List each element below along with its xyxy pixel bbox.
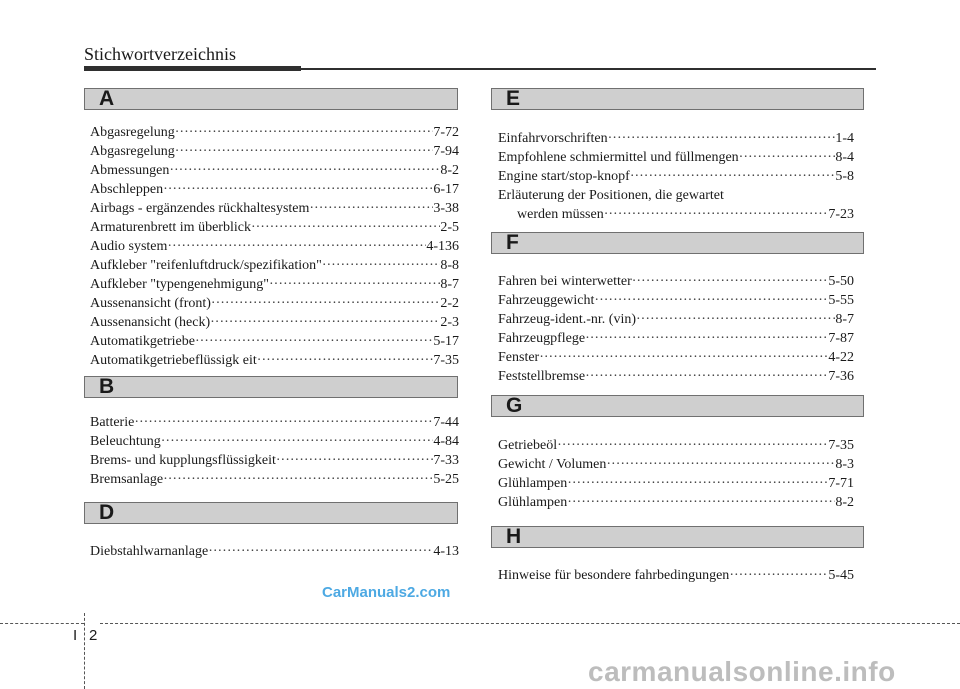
entry-label: Empfohlene schmiermittel und füllmengen bbox=[498, 150, 739, 165]
entry-page: 7-44 bbox=[433, 415, 459, 430]
leader-dots bbox=[594, 291, 828, 310]
leader-dots bbox=[606, 455, 835, 474]
entry-label: Fenster bbox=[498, 350, 540, 365]
entry-page: 7-71 bbox=[828, 476, 854, 491]
entry-page: 7-72 bbox=[433, 125, 459, 140]
entry-label: Aufkleber "typengenehmigung" bbox=[90, 277, 269, 292]
section-letter: A bbox=[99, 87, 115, 110]
entry-list-h bbox=[498, 566, 854, 585]
section-letter: G bbox=[506, 394, 523, 417]
leader-dots bbox=[309, 199, 433, 218]
entry-label: Gewicht / Volumen bbox=[498, 457, 607, 472]
index-entry bbox=[90, 294, 459, 313]
entry-label: Diebstahlwarnanlage bbox=[90, 544, 209, 559]
entry-list-a bbox=[90, 123, 459, 370]
section-header-e bbox=[491, 88, 864, 110]
entry-label: Fahrzeugpflege bbox=[498, 331, 586, 346]
leader-dots bbox=[269, 275, 440, 294]
entry-label: Automatikgetriebeflüssigk eit bbox=[90, 353, 257, 368]
entry-label: Airbags - ergänzendes rückhaltesystem bbox=[90, 201, 310, 216]
index-entry bbox=[498, 329, 854, 348]
entry-page: 2-2 bbox=[440, 296, 459, 311]
entry-label-continued: werden müssen bbox=[517, 207, 604, 222]
index-entry bbox=[90, 413, 459, 432]
leader-dots bbox=[208, 542, 433, 561]
index-entry bbox=[90, 180, 459, 199]
entry-label: Aussenansicht (heck) bbox=[90, 315, 211, 330]
title-rule-thin bbox=[301, 68, 876, 70]
index-entry bbox=[498, 436, 854, 455]
section-letter: F bbox=[506, 231, 519, 254]
watermark-online: carmanualsonline.info bbox=[588, 656, 896, 687]
index-entry bbox=[90, 451, 459, 470]
footer-section-marker: I bbox=[73, 627, 78, 644]
entry-label: Engine start/stop-knopf bbox=[498, 169, 630, 184]
entry-page: 8-4 bbox=[835, 150, 854, 165]
entry-list-d bbox=[90, 542, 459, 561]
entry-page: 2-5 bbox=[440, 220, 459, 235]
entry-label: Fahren bei winterwetter bbox=[498, 274, 632, 289]
entry-page: 8-8 bbox=[440, 258, 459, 273]
section-header-b bbox=[84, 376, 458, 398]
entry-page: 4-22 bbox=[828, 350, 854, 365]
footer-rule-left bbox=[0, 623, 84, 624]
entry-label: Abmessungen bbox=[90, 163, 170, 178]
leader-dots bbox=[175, 123, 434, 142]
section-header-g bbox=[491, 395, 864, 417]
index-entry bbox=[498, 291, 854, 310]
index-entry bbox=[498, 474, 854, 493]
leader-dots bbox=[322, 256, 440, 275]
leader-dots bbox=[630, 167, 836, 186]
leader-dots bbox=[539, 348, 828, 367]
entry-page: 4-84 bbox=[433, 434, 459, 449]
index-entry bbox=[90, 542, 459, 561]
leader-dots bbox=[169, 161, 440, 180]
index-entry bbox=[90, 351, 459, 370]
index-entry bbox=[498, 272, 854, 291]
entry-label: Audio system bbox=[90, 239, 168, 254]
section-letter: D bbox=[99, 501, 115, 524]
index-entry bbox=[90, 275, 459, 294]
leader-dots bbox=[211, 294, 440, 313]
entry-page: 5-8 bbox=[835, 169, 854, 184]
leader-dots bbox=[557, 436, 828, 455]
entry-page: 7-94 bbox=[433, 144, 459, 159]
leader-dots bbox=[567, 474, 828, 493]
title-rule bbox=[84, 66, 301, 71]
index-entry bbox=[90, 142, 459, 161]
watermark-carmanuals: CarManuals2.com bbox=[322, 584, 451, 601]
leader-dots bbox=[729, 566, 828, 585]
index-entry bbox=[498, 310, 854, 329]
index-entry bbox=[498, 367, 854, 386]
index-entry bbox=[90, 313, 459, 332]
entry-page: 5-45 bbox=[828, 568, 854, 583]
entry-page: 8-7 bbox=[835, 312, 854, 327]
leader-dots bbox=[161, 432, 434, 451]
index-entry bbox=[90, 218, 459, 237]
entry-list-b bbox=[90, 413, 459, 489]
entry-label: Bremsanlage bbox=[90, 472, 164, 487]
section-header-d bbox=[84, 502, 458, 524]
entry-label: Abschleppen bbox=[90, 182, 164, 197]
index-entry bbox=[498, 348, 854, 367]
entry-page: 7-36 bbox=[828, 369, 854, 384]
section-letter: E bbox=[506, 87, 521, 110]
leader-dots bbox=[608, 129, 836, 148]
footer-divider bbox=[84, 613, 85, 689]
leader-dots bbox=[134, 413, 433, 432]
index-entry bbox=[90, 432, 459, 451]
entry-list-f bbox=[498, 272, 854, 386]
entry-page: 5-55 bbox=[828, 293, 854, 308]
entry-page: 8-7 bbox=[440, 277, 459, 292]
section-letter: H bbox=[506, 525, 522, 548]
index-entry bbox=[498, 148, 854, 167]
entry-label: Fahrzeuggewicht bbox=[498, 293, 595, 308]
entry-page: 7-35 bbox=[828, 438, 854, 453]
entry-label: Automatikgetriebe bbox=[90, 334, 195, 349]
entry-page: 4-136 bbox=[426, 239, 459, 254]
entry-label: Hinweise für besondere fahrbedingungen bbox=[498, 568, 730, 583]
index-entry bbox=[498, 455, 854, 474]
entry-label: Erläuterung der Positionen, die gewartet bbox=[498, 188, 724, 203]
footer-rule-right bbox=[100, 623, 960, 624]
leader-dots bbox=[210, 313, 440, 332]
entry-page: 6-17 bbox=[433, 182, 459, 197]
index-entry bbox=[90, 470, 459, 489]
section-header-f bbox=[491, 232, 864, 254]
section-letter: B bbox=[99, 375, 115, 398]
leader-dots bbox=[163, 180, 433, 199]
entry-label: Glühlampen bbox=[498, 495, 568, 510]
leader-dots bbox=[257, 351, 434, 370]
leader-dots bbox=[585, 329, 828, 348]
section-header-h bbox=[491, 526, 864, 548]
leader-dots bbox=[167, 237, 426, 256]
entry-label: Beleuchtung bbox=[90, 434, 161, 449]
leader-dots bbox=[163, 470, 433, 489]
entry-page: 1-4 bbox=[835, 131, 854, 146]
entry-label: Abgasregelung bbox=[90, 125, 175, 140]
entry-label: Glühlampen bbox=[498, 476, 568, 491]
entry-page: 7-23 bbox=[828, 207, 854, 222]
entry-label: Feststellbremse bbox=[498, 369, 586, 384]
entry-page: 7-35 bbox=[433, 353, 459, 368]
entry-label: Armaturenbrett im überblick bbox=[90, 220, 251, 235]
leader-dots bbox=[276, 451, 433, 470]
entry-label: Einfahrvorschriften bbox=[498, 131, 608, 146]
page-title: Stichwortverzeichnis bbox=[84, 44, 236, 64]
entry-page: 7-87 bbox=[828, 331, 854, 346]
entry-label: Batterie bbox=[90, 415, 135, 430]
entry-label: Aufkleber "reifenluftdruck/spezifikation" bbox=[90, 258, 322, 273]
entry-continuation bbox=[498, 205, 854, 224]
footer-page-number: 2 bbox=[89, 627, 98, 644]
entry-label: Fahrzeug-ident.-nr. (vin) bbox=[498, 312, 637, 327]
index-entry bbox=[90, 332, 459, 351]
leader-dots bbox=[251, 218, 440, 237]
leader-dots bbox=[195, 332, 433, 351]
entry-label: Aussenansicht (front) bbox=[90, 296, 211, 311]
entry-page: 7-33 bbox=[433, 453, 459, 468]
entry-label: Brems- und kupplungsflüssigkeit bbox=[90, 453, 276, 468]
index-entry bbox=[90, 123, 459, 142]
entry-page: 5-25 bbox=[433, 472, 459, 487]
index-entry bbox=[498, 493, 854, 512]
leader-dots bbox=[636, 310, 835, 329]
leader-dots bbox=[175, 142, 434, 161]
leader-dots bbox=[632, 272, 829, 291]
index-entry bbox=[90, 161, 459, 180]
index-entry bbox=[90, 256, 459, 275]
entry-page: 8-3 bbox=[835, 457, 854, 472]
leader-dots bbox=[739, 148, 836, 167]
entry-page: 8-2 bbox=[440, 163, 459, 178]
index-entry bbox=[90, 199, 459, 218]
entry-page: 4-13 bbox=[433, 544, 459, 559]
index-entry bbox=[498, 566, 854, 585]
index-entry bbox=[498, 186, 854, 224]
leader-dots bbox=[604, 205, 829, 224]
entry-page: 3-38 bbox=[433, 201, 459, 216]
entry-page: 5-17 bbox=[433, 334, 459, 349]
index-entry bbox=[90, 237, 459, 256]
index-entry bbox=[498, 129, 854, 148]
entry-label: Getriebeöl bbox=[498, 438, 558, 453]
leader-dots bbox=[567, 493, 835, 512]
entry-page: 5-50 bbox=[828, 274, 854, 289]
section-header-a bbox=[84, 88, 458, 110]
entry-label: Abgasregelung bbox=[90, 144, 175, 159]
entry-list-e bbox=[498, 129, 854, 224]
entry-page: 8-2 bbox=[835, 495, 854, 510]
index-entry bbox=[498, 167, 854, 186]
leader-dots bbox=[585, 367, 828, 386]
entry-list-g bbox=[498, 436, 854, 512]
entry-page: 2-3 bbox=[440, 315, 459, 330]
